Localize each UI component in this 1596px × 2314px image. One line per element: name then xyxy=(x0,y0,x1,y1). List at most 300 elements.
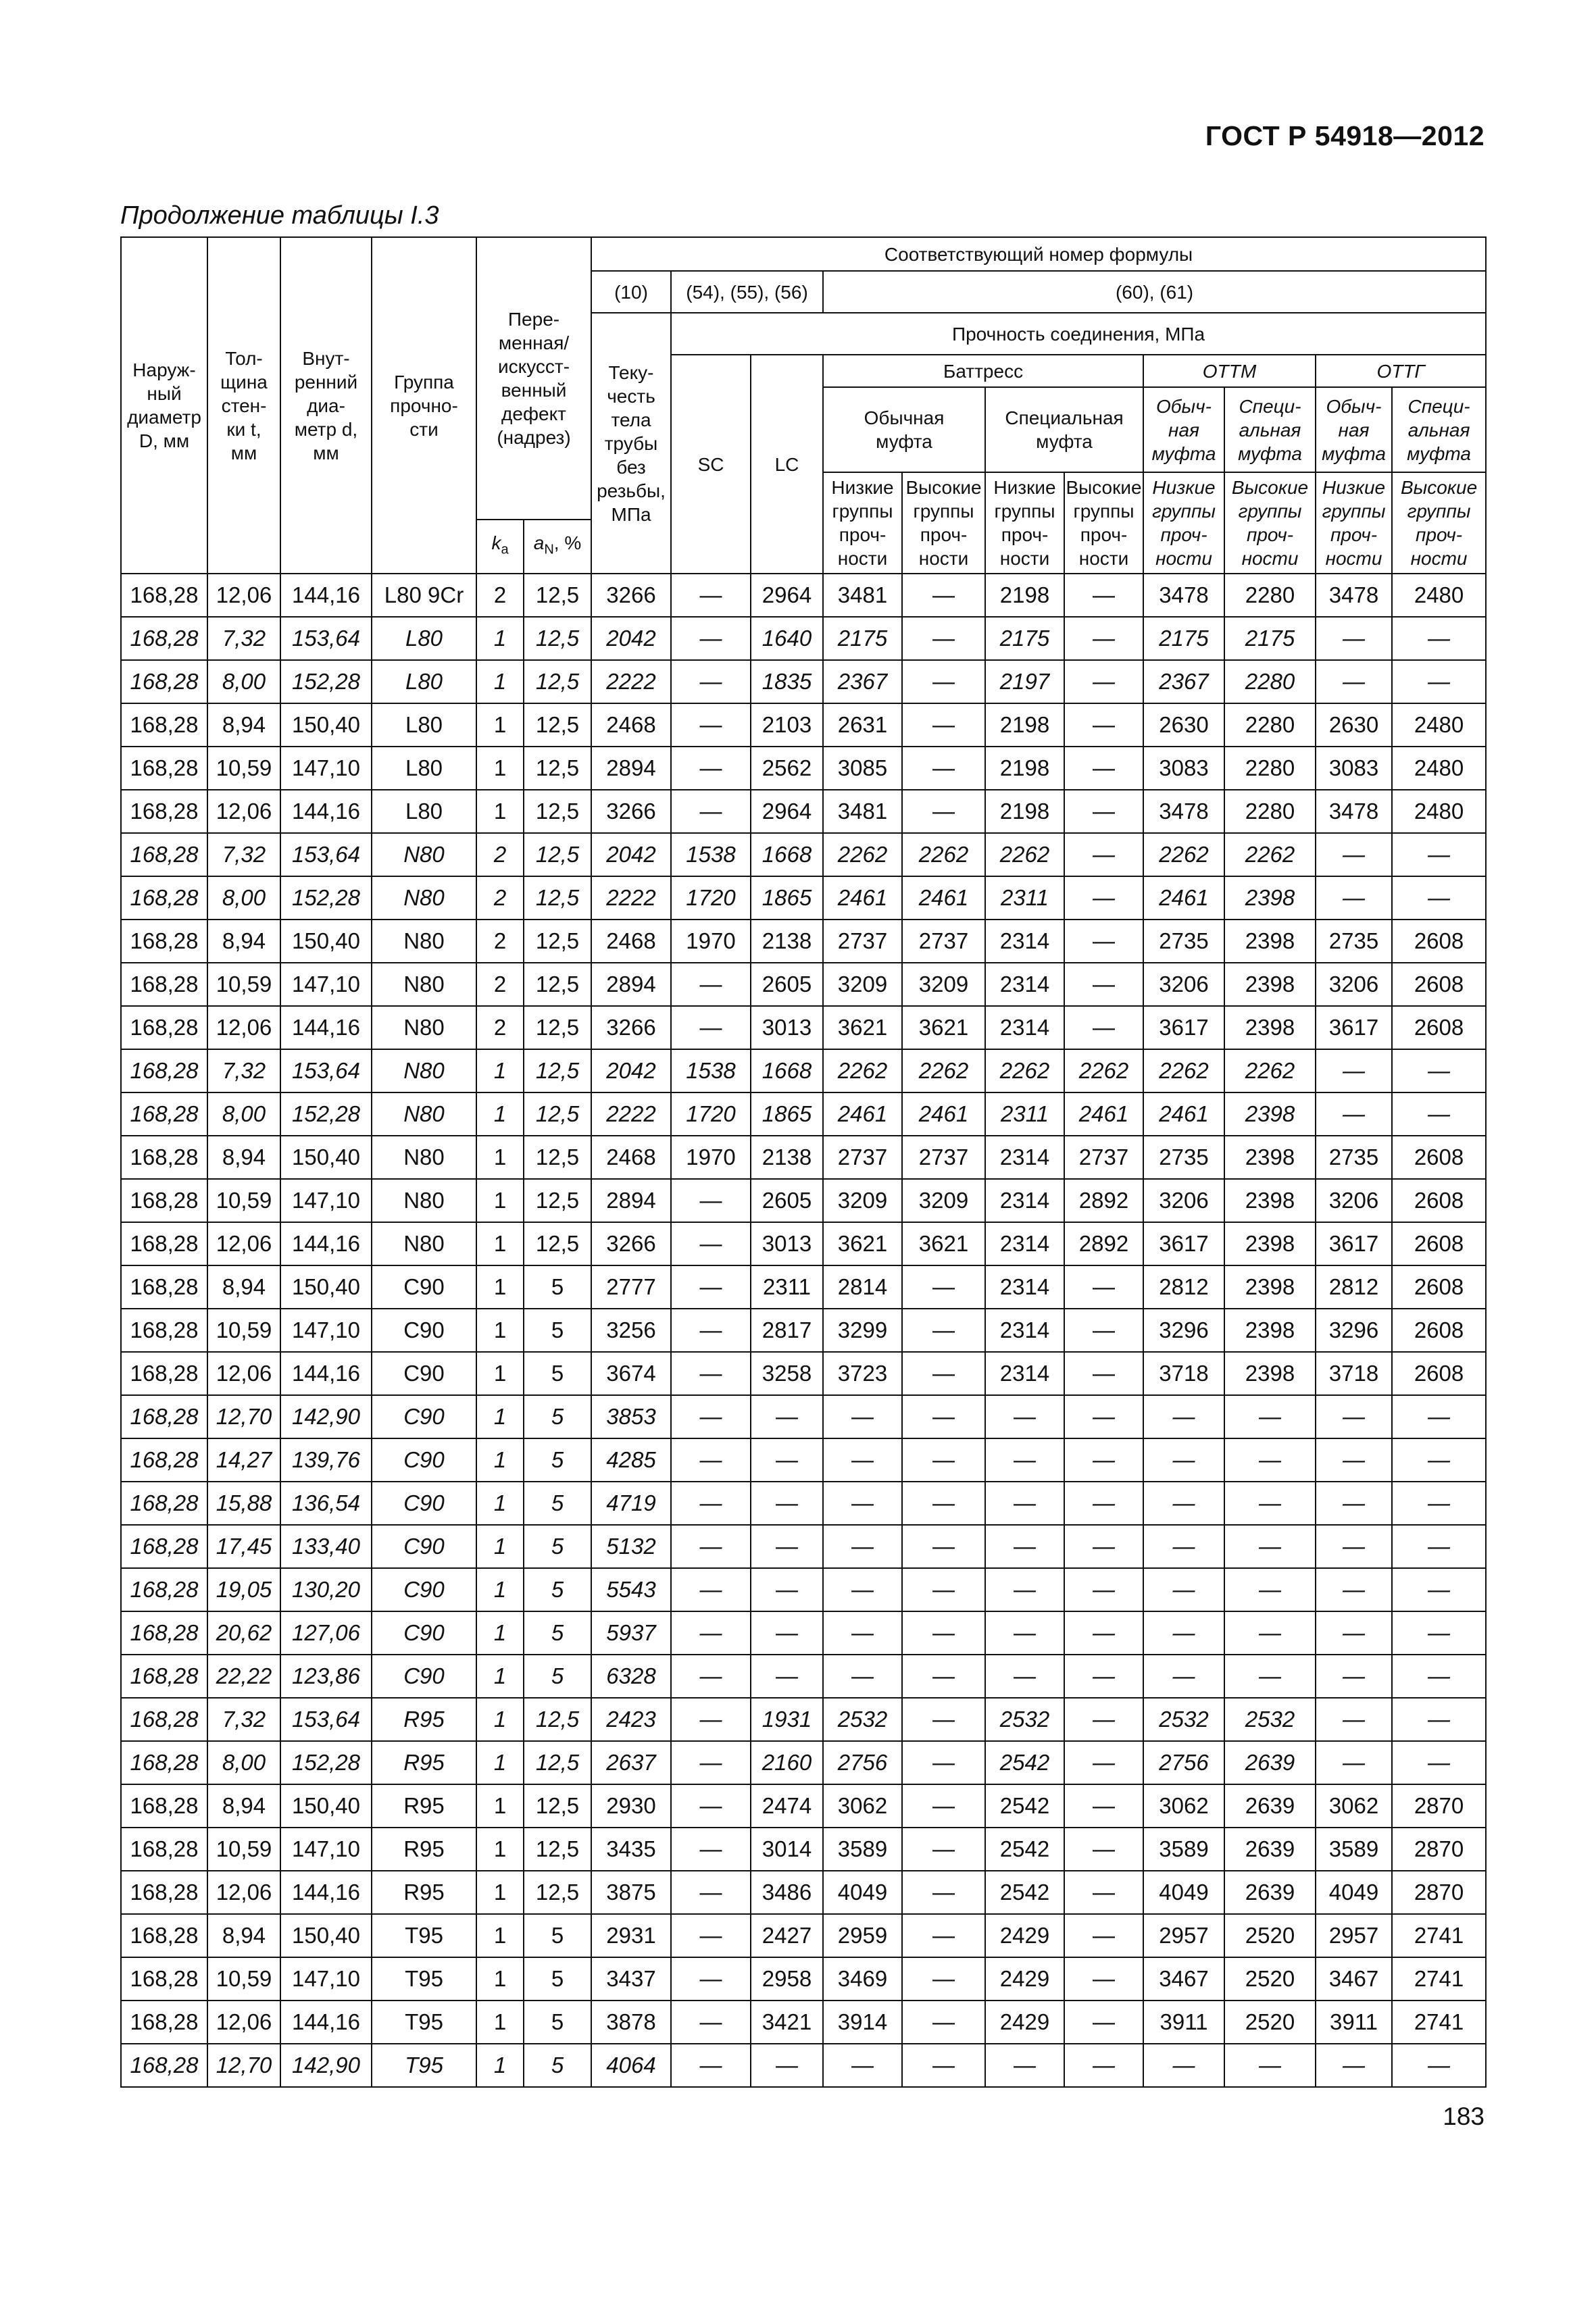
table-row xyxy=(121,660,1486,703)
table-cell: 2398 xyxy=(1224,1265,1316,1309)
table-cell: — xyxy=(902,1482,985,1525)
table-cell: — xyxy=(1392,1092,1486,1136)
table-cell: — xyxy=(1064,574,1143,617)
table-row xyxy=(121,1395,1486,1438)
table-cell: 5 xyxy=(524,1265,591,1309)
table-cell: — xyxy=(902,660,985,703)
table-cell: — xyxy=(1316,876,1392,920)
table-cell: 3718 xyxy=(1316,1352,1392,1395)
table-cell: 5937 xyxy=(591,1611,671,1655)
header-high-group: Высокие группы проч- ности xyxy=(902,472,985,574)
table-cell: 2262 xyxy=(1224,833,1316,876)
table-cell: 123,86 xyxy=(280,1655,372,1698)
table-cell: 147,10 xyxy=(280,963,372,1006)
table-cell: — xyxy=(671,1568,751,1611)
table-cell: — xyxy=(1064,1784,1143,1828)
table-row xyxy=(121,1136,1486,1179)
table-cell: — xyxy=(1064,1957,1143,2001)
table-cell: 12,5 xyxy=(524,747,591,790)
table-cell: L80 xyxy=(372,790,476,833)
table-cell: 3467 xyxy=(1143,1957,1224,2001)
table-cell: 1668 xyxy=(751,833,823,876)
table-cell: 2639 xyxy=(1224,1741,1316,1784)
table-cell: 2959 xyxy=(823,1914,902,1957)
table-cell: 2367 xyxy=(1143,660,1224,703)
table-cell: 2737 xyxy=(823,920,902,963)
table-cell: 12,5 xyxy=(524,963,591,1006)
table-cell: N80 xyxy=(372,876,476,920)
table-cell: 2630 xyxy=(1143,703,1224,747)
table-row xyxy=(121,1006,1486,1049)
table-cell: — xyxy=(1224,1525,1316,1568)
table-cell: 2870 xyxy=(1392,1828,1486,1871)
table-row xyxy=(121,1914,1486,1957)
table-cell: L80 9Cr xyxy=(372,574,476,617)
table-cell: — xyxy=(671,1179,751,1222)
table-cell: — xyxy=(902,1611,985,1655)
table-cell: — xyxy=(671,1655,751,1698)
table-cell: 168,28 xyxy=(121,1438,207,1482)
table-cell: 3589 xyxy=(1316,1828,1392,1871)
table-cell: — xyxy=(1392,1741,1486,1784)
table-cell: — xyxy=(1064,617,1143,660)
header-outer-diameter: Наруж- ный диаметр D, мм xyxy=(121,237,207,574)
table-cell: 5 xyxy=(524,1957,591,2001)
table-cell: 3481 xyxy=(823,574,902,617)
table-cell: 3085 xyxy=(823,747,902,790)
table-cell: — xyxy=(1064,1698,1143,1741)
table-cell: 1 xyxy=(476,1784,524,1828)
table-cell: 2870 xyxy=(1392,1784,1486,1828)
table-cell: 168,28 xyxy=(121,1092,207,1136)
table-cell: 4285 xyxy=(591,1438,671,1482)
table-cell: — xyxy=(902,1957,985,2001)
table-cell: 2461 xyxy=(1143,1092,1224,1136)
table-cell: — xyxy=(671,1828,751,1871)
table-cell: — xyxy=(671,1482,751,1525)
table-cell: 2608 xyxy=(1392,1222,1486,1265)
table-cell: 5 xyxy=(524,1568,591,1611)
table-caption: Продолжение таблицы I.3 xyxy=(120,201,439,230)
table-cell: 2175 xyxy=(985,617,1064,660)
table-cell: 5132 xyxy=(591,1525,671,1568)
table-cell: 168,28 xyxy=(121,1006,207,1049)
table-cell: 3437 xyxy=(591,1957,671,2001)
table-cell: — xyxy=(1143,1568,1224,1611)
table-cell: 12,5 xyxy=(524,1698,591,1741)
table-cell: 3209 xyxy=(902,1179,985,1222)
table-cell: 147,10 xyxy=(280,1957,372,2001)
table-cell: 168,28 xyxy=(121,1395,207,1438)
table-cell: T95 xyxy=(372,1914,476,1957)
table-cell: 3296 xyxy=(1316,1309,1392,1352)
table-row xyxy=(121,1568,1486,1611)
table-row xyxy=(121,1611,1486,1655)
table-cell: — xyxy=(1392,1482,1486,1525)
table-cell: 2 xyxy=(476,876,524,920)
table-cell: 8,00 xyxy=(207,876,280,920)
table-cell: — xyxy=(1316,617,1392,660)
table-cell: 168,28 xyxy=(121,1136,207,1179)
table-cell: 2741 xyxy=(1392,1957,1486,2001)
table-cell: 1 xyxy=(476,1871,524,1914)
table-cell: 168,28 xyxy=(121,1568,207,1611)
table-cell: 3723 xyxy=(823,1352,902,1395)
table-cell: — xyxy=(671,1525,751,1568)
table-cell: — xyxy=(671,1438,751,1482)
table-cell: 1538 xyxy=(671,833,751,876)
table-cell: 139,76 xyxy=(280,1438,372,1482)
header-lc: LC xyxy=(751,355,823,574)
table-cell: 1640 xyxy=(751,617,823,660)
table-cell: 2198 xyxy=(985,747,1064,790)
table-cell: 8,00 xyxy=(207,660,280,703)
table-cell: 3206 xyxy=(1143,1179,1224,1222)
header-an: $a_N$, % xyxy=(524,520,591,574)
table-cell: 2 xyxy=(476,920,524,963)
table-cell: — xyxy=(1316,1049,1392,1092)
table-cell: 2314 xyxy=(985,963,1064,1006)
table-cell: 2957 xyxy=(1316,1914,1392,1957)
table-cell: C90 xyxy=(372,1352,476,1395)
table-cell: 2314 xyxy=(985,920,1064,963)
table-cell: 2777 xyxy=(591,1265,671,1309)
table-cell: 3853 xyxy=(591,1395,671,1438)
table-cell: — xyxy=(1064,920,1143,963)
table-row xyxy=(121,833,1486,876)
table-cell: 12,5 xyxy=(524,1092,591,1136)
table-cell: N80 xyxy=(372,1136,476,1179)
table-cell: — xyxy=(1064,1611,1143,1655)
table-cell: 1 xyxy=(476,1352,524,1395)
table-cell: — xyxy=(1143,1611,1224,1655)
table-cell: 3617 xyxy=(1143,1222,1224,1265)
table-cell: — xyxy=(1316,1092,1392,1136)
table-cell: — xyxy=(751,1568,823,1611)
table-cell: — xyxy=(1064,833,1143,876)
table-cell: C90 xyxy=(372,1438,476,1482)
table-cell: 8,94 xyxy=(207,1784,280,1828)
table-cell: 2737 xyxy=(1064,1136,1143,1179)
table-cell: — xyxy=(1392,1611,1486,1655)
table-cell: — xyxy=(1064,1265,1143,1309)
table-cell: 2812 xyxy=(1143,1265,1224,1309)
table-cell: — xyxy=(985,1482,1064,1525)
table-cell: — xyxy=(1143,1482,1224,1525)
table-cell: 3299 xyxy=(823,1309,902,1352)
table-cell: 144,16 xyxy=(280,1222,372,1265)
table-cell: — xyxy=(985,1438,1064,1482)
table-cell: 2562 xyxy=(751,747,823,790)
table-cell: — xyxy=(1392,876,1486,920)
table-cell: 1 xyxy=(476,1309,524,1352)
table-cell: R95 xyxy=(372,1784,476,1828)
table-cell: 2262 xyxy=(823,1049,902,1092)
header-formula-number: Соответствующий номер формулы xyxy=(591,237,1486,271)
table-cell: 153,64 xyxy=(280,617,372,660)
table-cell: — xyxy=(1392,1049,1486,1092)
table-cell: 2756 xyxy=(823,1741,902,1784)
table-cell: — xyxy=(902,1395,985,1438)
table-cell: 2468 xyxy=(591,703,671,747)
table-cell: 2429 xyxy=(985,1914,1064,1957)
table-cell: 142,90 xyxy=(280,1395,372,1438)
table-cell: 2314 xyxy=(985,1309,1064,1352)
table-cell: 2520 xyxy=(1224,1914,1316,1957)
table-cell: 15,88 xyxy=(207,1482,280,1525)
table-cell: 4064 xyxy=(591,2044,671,2087)
table-cell: — xyxy=(671,1265,751,1309)
table-cell: — xyxy=(985,1611,1064,1655)
table-cell: 3478 xyxy=(1143,574,1224,617)
table-row xyxy=(121,876,1486,920)
table-cell: — xyxy=(1064,1352,1143,1395)
table-cell: 2542 xyxy=(985,1784,1064,1828)
table-cell: — xyxy=(902,2044,985,2087)
table-cell: 2280 xyxy=(1224,574,1316,617)
table-cell: — xyxy=(985,1655,1064,1698)
table-cell: — xyxy=(671,1698,751,1741)
table-row xyxy=(121,1957,1486,2001)
table-cell: 2042 xyxy=(591,1049,671,1092)
table-cell: 7,32 xyxy=(207,833,280,876)
table-cell: 1 xyxy=(476,1438,524,1482)
table-cell: 3256 xyxy=(591,1309,671,1352)
table-cell: 2474 xyxy=(751,1784,823,1828)
table-cell: 2429 xyxy=(985,1957,1064,2001)
table-cell: L80 xyxy=(372,660,476,703)
table-cell: 144,16 xyxy=(280,790,372,833)
header-yield: Теку- честь тела трубы без резьбы, МПа xyxy=(591,313,671,574)
table-row xyxy=(121,2044,1486,2087)
table-cell: 12,06 xyxy=(207,1352,280,1395)
table-cell: — xyxy=(902,1914,985,1957)
table-cell: — xyxy=(1316,1698,1392,1741)
table-cell: — xyxy=(751,1525,823,1568)
table-cell: — xyxy=(671,660,751,703)
table-cell: — xyxy=(1392,833,1486,876)
table-cell: 168,28 xyxy=(121,1611,207,1655)
table-cell: — xyxy=(1064,703,1143,747)
table-cell: 1 xyxy=(476,1741,524,1784)
table-cell: 168,28 xyxy=(121,920,207,963)
table-cell: 19,05 xyxy=(207,1568,280,1611)
table-cell: 2520 xyxy=(1224,2001,1316,2044)
table-cell: N80 xyxy=(372,920,476,963)
header-defect: Пере- менная/ искусст- венный дефект (надрез) xyxy=(476,237,591,520)
header-ottm-regular: Обыч- ная муфта xyxy=(1143,387,1224,472)
table-cell: — xyxy=(1316,1438,1392,1482)
table-cell: — xyxy=(671,963,751,1006)
table-cell: 12,06 xyxy=(207,1871,280,1914)
table-cell: 2262 xyxy=(1143,833,1224,876)
table-cell: — xyxy=(1064,876,1143,920)
table-cell: 142,90 xyxy=(280,2044,372,2087)
table-cell: 1 xyxy=(476,1265,524,1309)
table-cell: 2468 xyxy=(591,920,671,963)
table-cell: 7,32 xyxy=(207,1049,280,1092)
table-cell: — xyxy=(823,1568,902,1611)
table-cell: — xyxy=(902,1525,985,1568)
table-cell: 3589 xyxy=(1143,1828,1224,1871)
table-cell: 1 xyxy=(476,1957,524,2001)
table-cell: 2814 xyxy=(823,1265,902,1309)
table-cell: 168,28 xyxy=(121,1265,207,1309)
table-cell: 2520 xyxy=(1224,1957,1316,2001)
table-cell: 152,28 xyxy=(280,1092,372,1136)
table-cell: 2429 xyxy=(985,2001,1064,2044)
table-cell: 152,28 xyxy=(280,1741,372,1784)
header-ka: $k_a$ xyxy=(476,520,524,574)
table-cell: 168,28 xyxy=(121,876,207,920)
table-cell: 2542 xyxy=(985,1871,1064,1914)
table-cell: 1 xyxy=(476,1828,524,1871)
table-cell: — xyxy=(902,1438,985,1482)
table-cell: 1 xyxy=(476,1698,524,1741)
table-cell: — xyxy=(1064,1655,1143,1698)
table-cell: 2197 xyxy=(985,660,1064,703)
table-cell: 3469 xyxy=(823,1957,902,2001)
table-cell: 3674 xyxy=(591,1352,671,1395)
table-cell: 2892 xyxy=(1064,1179,1143,1222)
table-cell: 3266 xyxy=(591,1006,671,1049)
table-cell: — xyxy=(1392,1698,1486,1741)
table-cell: 168,28 xyxy=(121,1525,207,1568)
table-cell: — xyxy=(671,617,751,660)
table-cell: C90 xyxy=(372,1611,476,1655)
table-row xyxy=(121,1698,1486,1741)
table-cell: 2262 xyxy=(902,833,985,876)
table-cell: 2461 xyxy=(902,1092,985,1136)
table-cell: 1 xyxy=(476,747,524,790)
table-cell: 2311 xyxy=(985,876,1064,920)
table-cell: 12,5 xyxy=(524,920,591,963)
table-cell: — xyxy=(902,703,985,747)
table-cell: 2103 xyxy=(751,703,823,747)
table-cell: 4049 xyxy=(1143,1871,1224,1914)
table-cell: — xyxy=(1316,660,1392,703)
table-cell: — xyxy=(671,574,751,617)
table-cell: 168,28 xyxy=(121,1655,207,1698)
table-cell: 2532 xyxy=(985,1698,1064,1741)
page-number: 183 xyxy=(1443,2103,1485,2130)
table-cell: 8,94 xyxy=(207,1136,280,1179)
table-cell: 2461 xyxy=(1064,1092,1143,1136)
table-cell: 168,28 xyxy=(121,2001,207,2044)
table-cell: 2042 xyxy=(591,833,671,876)
table-row xyxy=(121,1482,1486,1525)
table-cell: — xyxy=(671,1741,751,1784)
table-cell: — xyxy=(902,1309,985,1352)
table-cell: 10,59 xyxy=(207,1957,280,2001)
header-formula-60-61: (60), (61) xyxy=(823,271,1486,313)
table-cell: C90 xyxy=(372,1568,476,1611)
table-cell: 2737 xyxy=(823,1136,902,1179)
table-cell: 2423 xyxy=(591,1698,671,1741)
table-cell: 2262 xyxy=(1224,1049,1316,1092)
header-high-group: Высокие группы проч- ности xyxy=(1224,472,1316,574)
table-cell: 2735 xyxy=(1316,920,1392,963)
table-cell: — xyxy=(823,1438,902,1482)
table-cell: 2892 xyxy=(1064,1222,1143,1265)
header-buttress-special: Специальная муфта xyxy=(985,387,1143,472)
table-cell: — xyxy=(902,1828,985,1871)
table-cell: — xyxy=(823,1525,902,1568)
table-cell: — xyxy=(1392,660,1486,703)
table-cell: 168,28 xyxy=(121,790,207,833)
table-cell: — xyxy=(751,1482,823,1525)
table-cell: 1668 xyxy=(751,1049,823,1092)
table-cell: 12,5 xyxy=(524,1006,591,1049)
table-cell: 12,5 xyxy=(524,660,591,703)
table-cell: 2741 xyxy=(1392,2001,1486,2044)
table-cell: — xyxy=(902,2001,985,2044)
table-cell: 3911 xyxy=(1143,2001,1224,2044)
table-cell: 2930 xyxy=(591,1784,671,1828)
table-cell: 5 xyxy=(524,1655,591,1698)
table-cell: 5 xyxy=(524,1438,591,1482)
table-cell: 8,94 xyxy=(207,920,280,963)
table-cell: 1 xyxy=(476,1049,524,1092)
document-standard-code: ГОСТ Р 54918—2012 xyxy=(1205,120,1485,151)
table-cell: — xyxy=(671,1352,751,1395)
table-cell: — xyxy=(1143,1525,1224,1568)
table-cell: 2532 xyxy=(823,1698,902,1741)
table-cell: 2532 xyxy=(1143,1698,1224,1741)
table-cell: 1 xyxy=(476,703,524,747)
table-row xyxy=(121,1784,1486,1828)
table-row xyxy=(121,2001,1486,2044)
table-cell: 2957 xyxy=(1143,1914,1224,1957)
table-cell: 3621 xyxy=(902,1222,985,1265)
header-inner-diameter: Внут- ренний диа- метр d, мм xyxy=(280,237,372,574)
table-cell: — xyxy=(1064,1482,1143,1525)
table-cell: 2311 xyxy=(985,1092,1064,1136)
table-cell: 10,59 xyxy=(207,1309,280,1352)
table-cell: 2608 xyxy=(1392,1352,1486,1395)
header-formula-54-55-56: (54), (55), (56) xyxy=(671,271,823,313)
table-cell: 153,64 xyxy=(280,1698,372,1741)
table-cell: 2480 xyxy=(1392,747,1486,790)
table-cell: 2 xyxy=(476,963,524,1006)
table-cell: 2427 xyxy=(751,1914,823,1957)
table-cell: 5 xyxy=(524,2001,591,2044)
table-cell: 3062 xyxy=(823,1784,902,1828)
table-cell: T95 xyxy=(372,2001,476,2044)
header-low-group: Низкие группы проч- ности xyxy=(1143,472,1224,574)
table-cell: — xyxy=(671,703,751,747)
table-cell: 2735 xyxy=(1143,1136,1224,1179)
table-cell: 3617 xyxy=(1316,1006,1392,1049)
table-cell: — xyxy=(1143,1655,1224,1698)
table-cell: 168,28 xyxy=(121,1828,207,1871)
table-cell: 2280 xyxy=(1224,703,1316,747)
table-cell: 2958 xyxy=(751,1957,823,2001)
table-cell: 5543 xyxy=(591,1568,671,1611)
table-cell: 2314 xyxy=(985,1136,1064,1179)
table-cell: — xyxy=(671,1957,751,2001)
header-low-group: Низкие группы проч- ности xyxy=(985,472,1064,574)
table-cell: 3914 xyxy=(823,2001,902,2044)
table-cell: 2542 xyxy=(985,1828,1064,1871)
table-cell: — xyxy=(751,1655,823,1698)
table-cell: 2138 xyxy=(751,1136,823,1179)
table-cell: 1 xyxy=(476,1222,524,1265)
table-cell: 1 xyxy=(476,1092,524,1136)
table-cell: 168,28 xyxy=(121,574,207,617)
table-cell: — xyxy=(1064,963,1143,1006)
table-cell: 168,28 xyxy=(121,703,207,747)
